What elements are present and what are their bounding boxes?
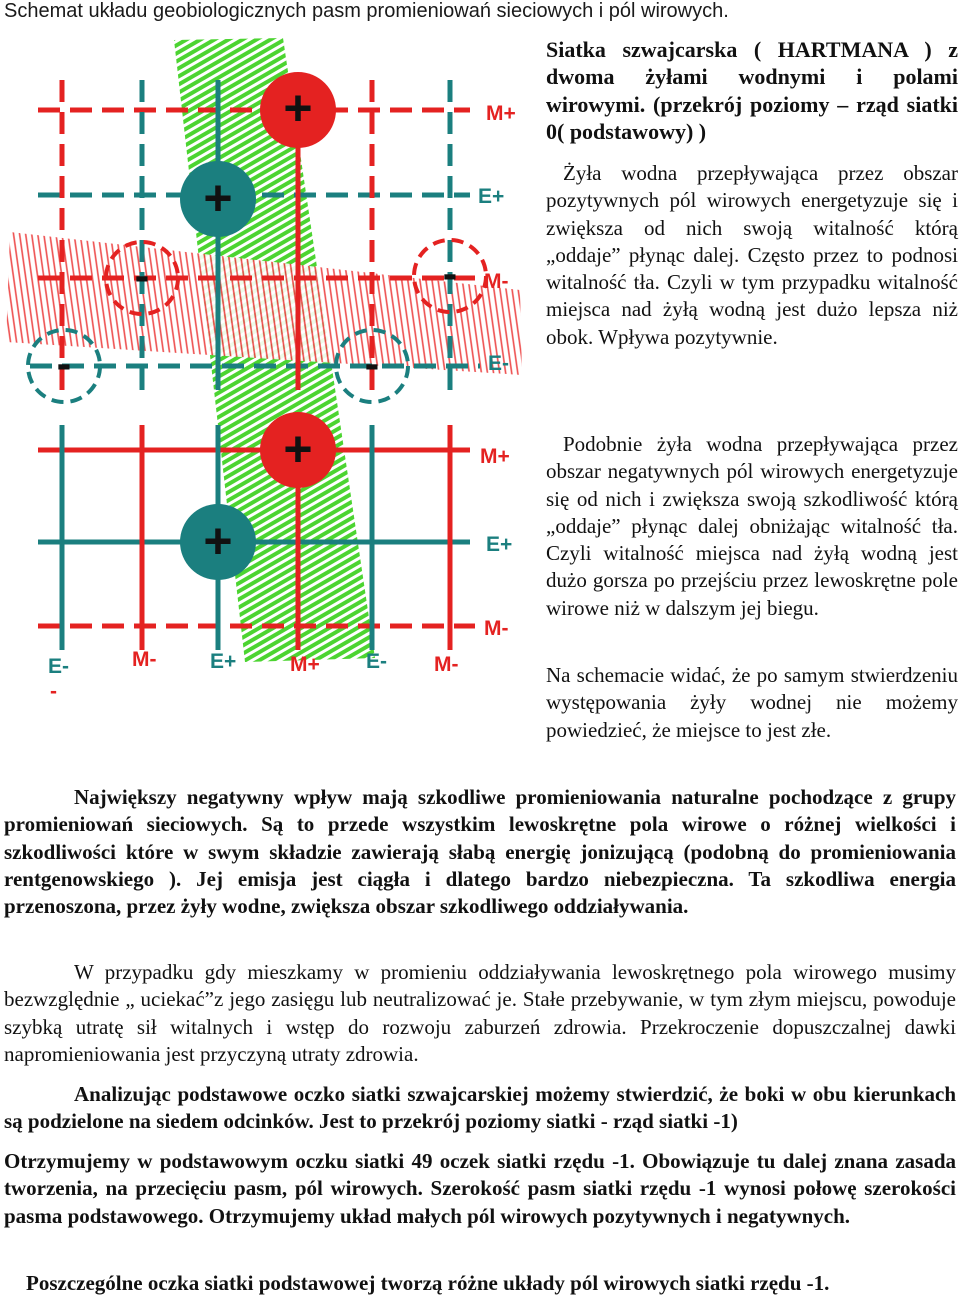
band-label-e-minus: E- bbox=[48, 655, 69, 678]
paragraph-conclusion: Na schemacie widać, że po samym stwierdzeniu występowania żyły wodnej nie możemy powiedzieć, że miejsce to jest złe. bbox=[546, 663, 958, 742]
band-label-e-minus: E- bbox=[488, 352, 509, 375]
paragraph-negative-impact: Największy negatywny wpływ mają szkodliwe promieniowania naturalne pochodzące z grupy promieniowań sieciowych. Są to przede wszystkim lewoskrętne pola wirowe o różnej wielkości i szkodliwości które w swym składzie zawierają słabą energię jonizującą (podobną do promieniowania rentgenowskiego ). Jej emisja jest ciągła i dlatego bardzo niebezpieczna. Ta szkodliwa energia przenoszona, przez żyły wodne, zwiększa obszar szkodliwego oddziaływania. bbox=[4, 785, 956, 919]
band-label-e-plus: E+ bbox=[486, 533, 513, 556]
vortex-negative-red-label: - bbox=[442, 249, 458, 298]
band-label-extra-minus: - bbox=[50, 680, 57, 703]
geobiology-grid-diagram bbox=[0, 30, 540, 710]
band-label-e-plus: E+ bbox=[478, 185, 505, 208]
vortex-positive-red-label: + bbox=[283, 421, 313, 477]
paragraph-grid-cells: Otrzymujemy w podstawowym oczku siatki 49 oczek siatki rzędu -1. Obowiązuje tu dalej znana zasada tworzenia, na przecięciu pasm, pól wirowych. Szerokość pasm siatki rzędu -1 wynosi połowę szerokości pasma podstawowego. Otrzymujemy układ małych pól wirowych pozytywnych i negatywnych. bbox=[4, 1149, 956, 1228]
diagram-caption: Siatka szwajcarska ( HARTMANA ) z dwoma żyłami wodnymi i polami wirowymi. (przekrój poziomy – rząd siatki 0( podstawowy) ) bbox=[546, 37, 958, 144]
band-label-e-plus: E+ bbox=[210, 650, 237, 673]
band-label-m-minus: M- bbox=[484, 617, 509, 640]
band-label-m-minus: M- bbox=[434, 653, 459, 676]
paragraph-living-area: W przypadku gdy mieszkamy w promieniu oddziaływania lewoskrętnego pola wirowego musimy bezwzględnie „ uciekać”z jego zasięgu lub neutralizować je. Stałe przebywanie, w tym złym miejscu, powoduje szybką utratę sił witalnych i wstęp do rozwoju zaburzeń zdrowia. Przekroczenie dopuszczalnej dawki napromieniowania jest przyczyną utraty zdrowia. bbox=[4, 960, 956, 1066]
paragraph-positive-fields: Żyła wodna przepływająca przez obszar pozytywnych pól wirowych energetyzuje się i zwiększa od nich swoją witalność którą „oddaje” płynąc dalej. Często przez to podnosi witalność tła. Czyli w tym przypadku witalność miejsca nad żyłą wodną jest dużo lepsza niż obok. Wpływa pozytywnie. bbox=[546, 161, 958, 349]
vortex-positive-red-label: + bbox=[283, 80, 313, 136]
page-title: Schemat układu geobiologicznych pasm promieniowań sieciowych i pól wirowych. bbox=[4, 0, 729, 22]
band-label-m-plus: M+ bbox=[480, 445, 510, 468]
paragraph-final: Poszczególne oczka siatki podstawowej tworzą różne układy pól wirowych siatki rzędu -1. bbox=[26, 1271, 830, 1295]
band-label-m-minus: M- bbox=[484, 270, 509, 293]
band-label-e-minus: E- bbox=[366, 650, 387, 673]
band-label-m-minus: M- bbox=[132, 648, 157, 671]
vortex-negative-teal-label: - bbox=[364, 339, 380, 388]
band-label-m-plus: M+ bbox=[486, 102, 516, 125]
paragraph-negative-fields: Podobnie żyła wodna przepływająca przez obszar negatywnych pól wirowych energetyzuje się od nich i zwiększa swoją szkodliwość którą „oddaje” płynąc dalej obniżając witalność tła. Czyli witalność miejsca nad żyłą wodną jest dużo gorsza po przejściu przez lewoskrętne pole wirowe niż w dalszym jej biegu. bbox=[546, 432, 958, 620]
vortex-negative-red-label: - bbox=[134, 251, 150, 300]
vortex-positive-teal-label: + bbox=[203, 170, 233, 226]
vortex-positive-teal-label: + bbox=[203, 513, 233, 569]
vortex-negative-teal-label: - bbox=[56, 339, 72, 388]
paragraph-grid-analysis: Analizując podstawowe oczko siatki szwajcarskiej możemy stwierdzić, że boki w obu kierunkach są podzielone na siedem odcinków. Jest to przekrój poziomy siatki - rząd siatki -1) bbox=[4, 1082, 956, 1134]
band-label-m-plus: M+ bbox=[290, 653, 320, 676]
